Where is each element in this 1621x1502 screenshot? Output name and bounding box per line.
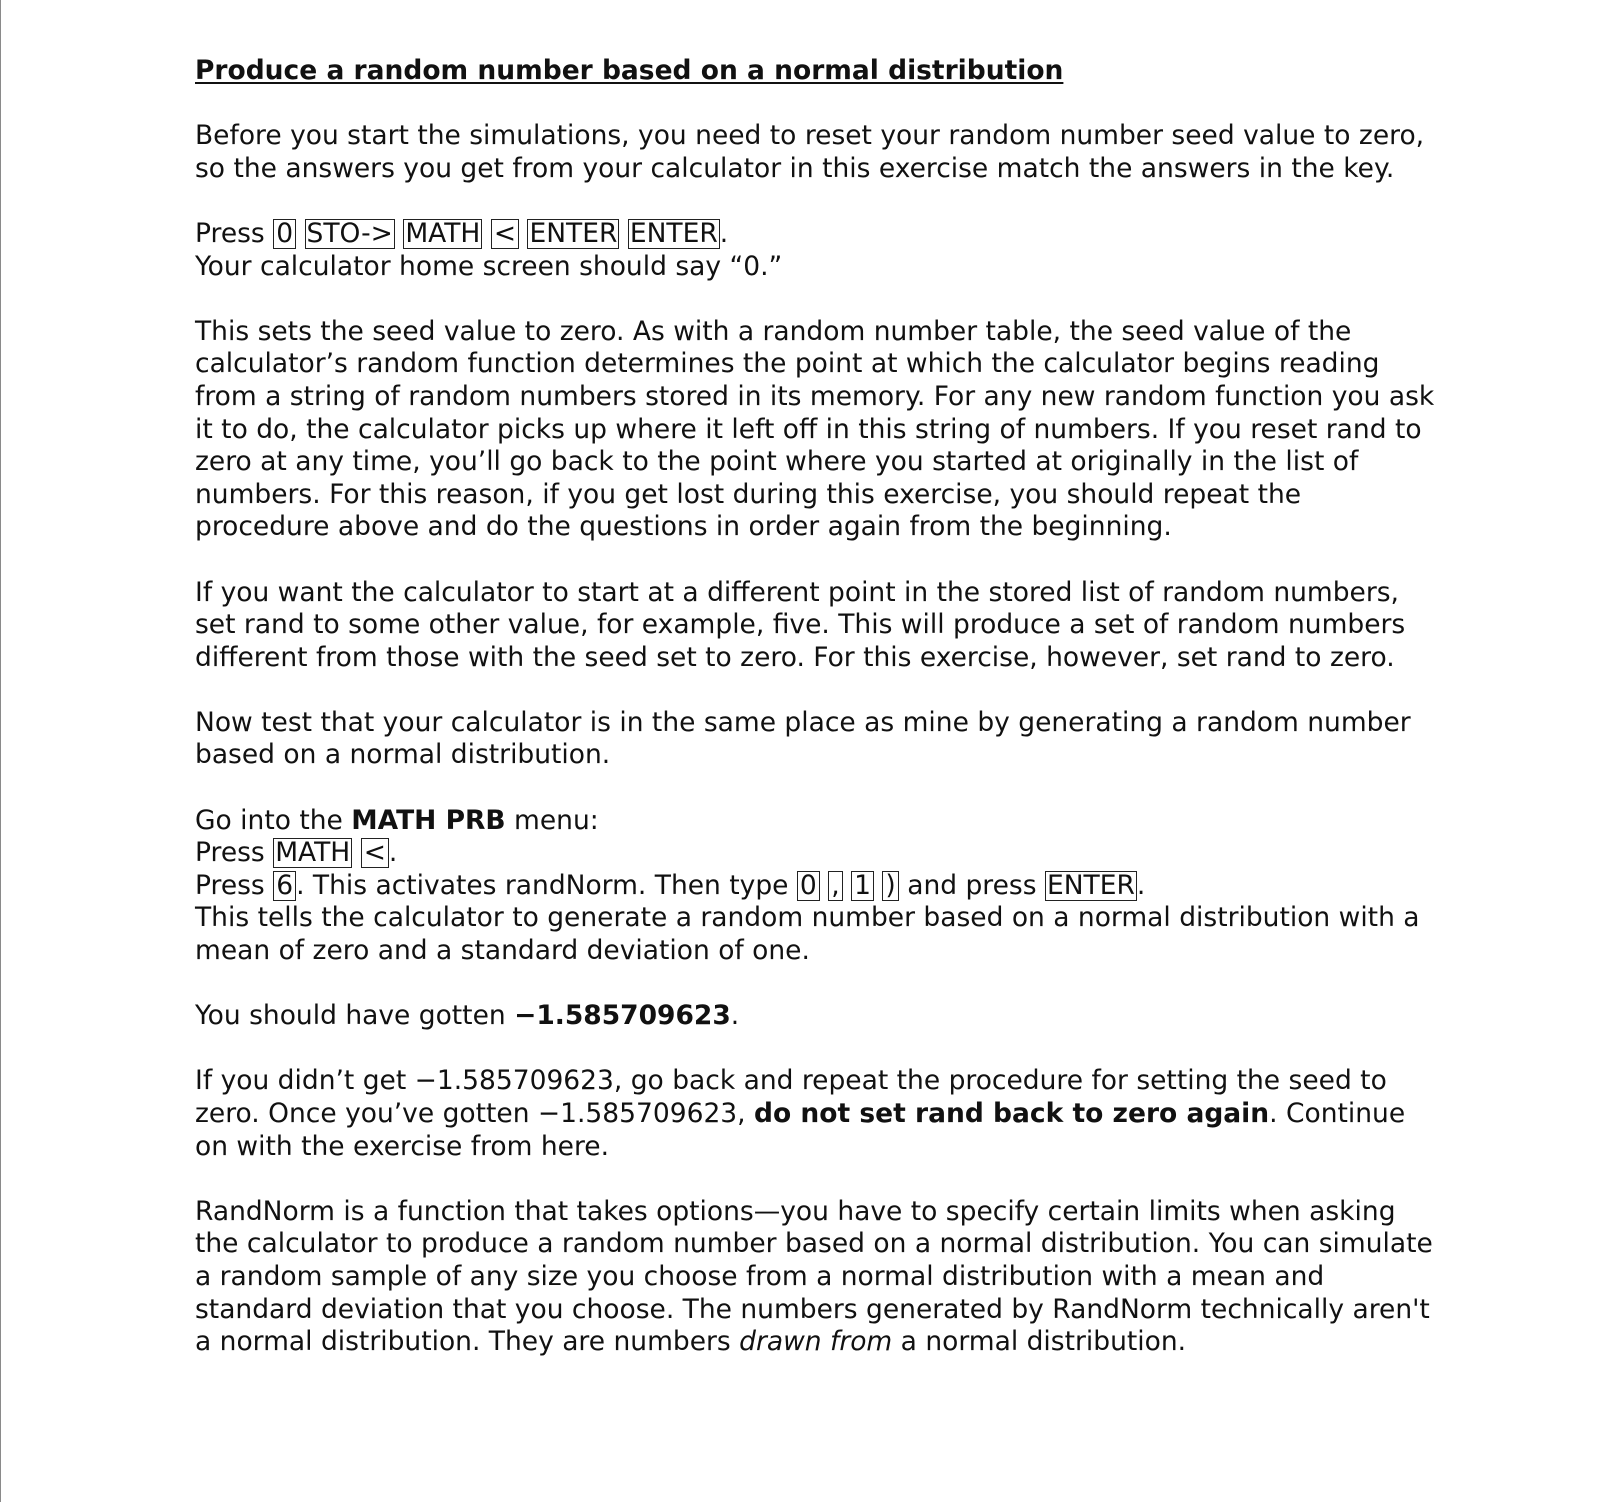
key-enter: ENTER [1046, 869, 1135, 901]
end-punct: . [1136, 869, 1146, 901]
key-0: 0 [797, 871, 820, 901]
end-punct: . [719, 217, 729, 249]
math-keystroke-line [195, 837, 1435, 870]
press-label: Press [195, 869, 265, 901]
expected-value: −1.585709623 [514, 1000, 731, 1032]
retry-paragraph [195, 1065, 1435, 1163]
test-intro-paragraph: Now test that your calculator is in the same place as mine by generating a random number based on a normal distribution. [195, 706, 1411, 771]
options-text-after: a normal distribution. [892, 1326, 1187, 1358]
and-press-text: and press [907, 869, 1037, 901]
page-title: Produce a random number based on a normal distribution [195, 55, 1064, 86]
key-enter: ENTER [629, 217, 718, 249]
key-6: 6 [273, 871, 296, 901]
end-punct: . [388, 837, 398, 869]
randnorm-options-paragraph [195, 1196, 1435, 1359]
reset-keystroke-line [195, 218, 1435, 251]
expected-prefix: You should have gotten [195, 1000, 515, 1032]
expected-suffix: . [730, 1000, 740, 1032]
retry-text-after: . Continue on with the exercise from here. [195, 1098, 1406, 1162]
key-comma: , [828, 871, 842, 901]
retry-warning: do not set rand back to zero again [754, 1098, 1270, 1129]
document-content [195, 55, 1435, 1359]
key-math: MATH [275, 837, 351, 869]
menu-step-prefix: Go into the [195, 804, 352, 836]
key-sto: STO-> [306, 217, 393, 249]
intro-paragraph: Before you start the simulations, you need to reset your random number seed value to zero, so the answers you get from your calculator in this exercise match the answers in the key. [195, 120, 1425, 184]
randnorm-middle-text: . This activates randNorm. Then type [296, 869, 789, 901]
press-label: Press [195, 217, 265, 249]
menu-name: MATH PRB [351, 804, 506, 836]
key-close-paren: ) [882, 871, 898, 901]
key-enter: ENTER [529, 217, 618, 249]
randnorm-keystroke-line [195, 870, 1435, 903]
key-1: 1 [851, 871, 874, 901]
key-left-arrow: < [361, 838, 389, 868]
key-left-arrow: < [491, 219, 519, 249]
key-0: 0 [273, 219, 296, 249]
randnorm-explanation: This tells the calculator to generate a random number based on a normal distribution with a mean of zero and a standard deviation of one. [195, 902, 1420, 967]
reset-result-line: Your calculator home screen should say “0.” [195, 250, 783, 282]
retry-text-before: If you didn’t get −1.585709623, go back and repeat the procedure for setting the seed to zero. Once you’ve gotten −1.585709623, [195, 1065, 1387, 1129]
press-label: Press [195, 837, 265, 869]
expected-result-line [195, 1000, 1435, 1033]
menu-step-suffix: menu: [505, 804, 599, 836]
key-math: MATH [405, 217, 481, 249]
different-seed-paragraph: If you want the calculator to start at a different point in the stored list of random numbers, set rand to some other value, for example, five. This will produce a set of random numbers different from those with the seed set to zero. For this exercise, however, set rand to zero. [195, 576, 1406, 673]
menu-step-line [195, 805, 1435, 838]
options-text-before: RandNorm is a function that takes options—you have to specify certain limits when asking the calculator to produce a random number based on a normal distribution. You can simulate a random sample of any size you choose from a normal distribution with a mean and standard deviation that you choose. The numbers generated by RandNorm technically aren't a normal distribution. They are numbers [195, 1195, 1433, 1358]
options-italic: drawn from [739, 1326, 893, 1358]
seed-explanation-paragraph: This sets the seed value to zero. As with a random number table, the seed value of the calculator’s random function determines the point at which the calculator begins reading from a string of random numbers stored in its memory. For any new random function you ask it to do, the calculator picks up where it left off in this string of numbers. If you reset rand to zero at any time, you’ll go back to the point where you started at originally in the list of numbers. For this reason, if you get lost during this exercise, you should repeat the procedure above and do the questions in order again from the beginning. [195, 315, 1435, 543]
